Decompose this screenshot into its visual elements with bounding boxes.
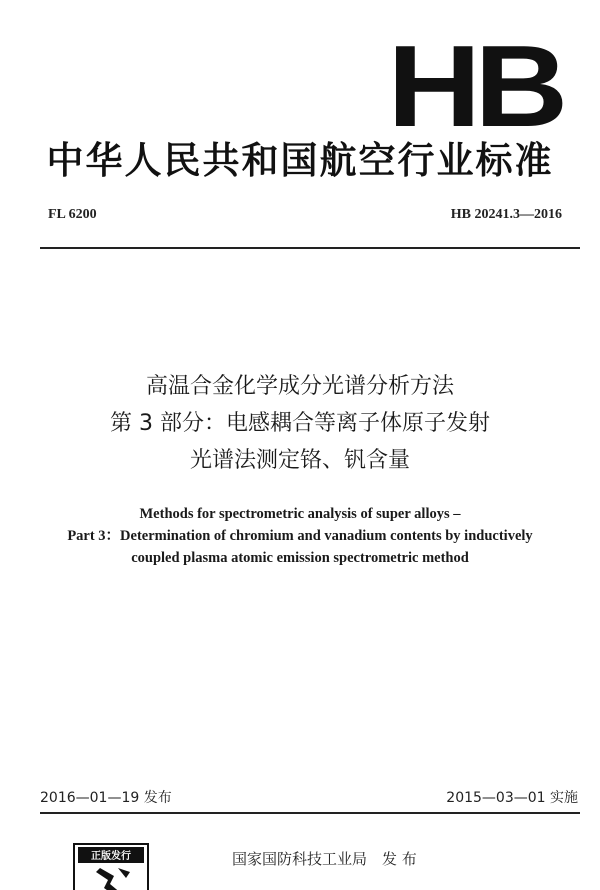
stamp-graphic [70, 838, 152, 890]
hb-logo: HB [387, 21, 562, 151]
chinese-title-line: 高温合金化学成分光谱分析方法 [145, 374, 454, 399]
publish-date: 2016—01—19 发布 [40, 790, 172, 806]
issuing-authority: 国家国防科技工业局 发 布 [232, 850, 417, 868]
stamp-label: 正版发行 [91, 851, 131, 862]
english-title-line: Part 3：Determination of chromium and vanadium contents by inductively [67, 528, 533, 544]
chinese-title [0, 368, 600, 479]
english-title-line: Methods for spectrometric analysis of super alloys – [139, 506, 461, 522]
chinese-title-line: 第 3 部分：电感耦合等离子体原子发射 [110, 411, 490, 436]
footer-divider [40, 812, 580, 814]
implement-date: 2015—03—01 实施 [446, 790, 578, 806]
english-title-line: coupled plasma atomic emission spectrometric method [131, 550, 469, 566]
standard-number: HB 20241.3—2016 [450, 207, 562, 222]
english-title [0, 503, 600, 569]
authentic-stamp [70, 838, 152, 890]
header-divider [40, 247, 580, 249]
organization-title: 中华人民共和国航空行业标准 [46, 139, 554, 182]
classification-code: FL 6200 [48, 207, 97, 222]
chinese-title-line: 光谱法测定铬、钒含量 [189, 448, 410, 473]
